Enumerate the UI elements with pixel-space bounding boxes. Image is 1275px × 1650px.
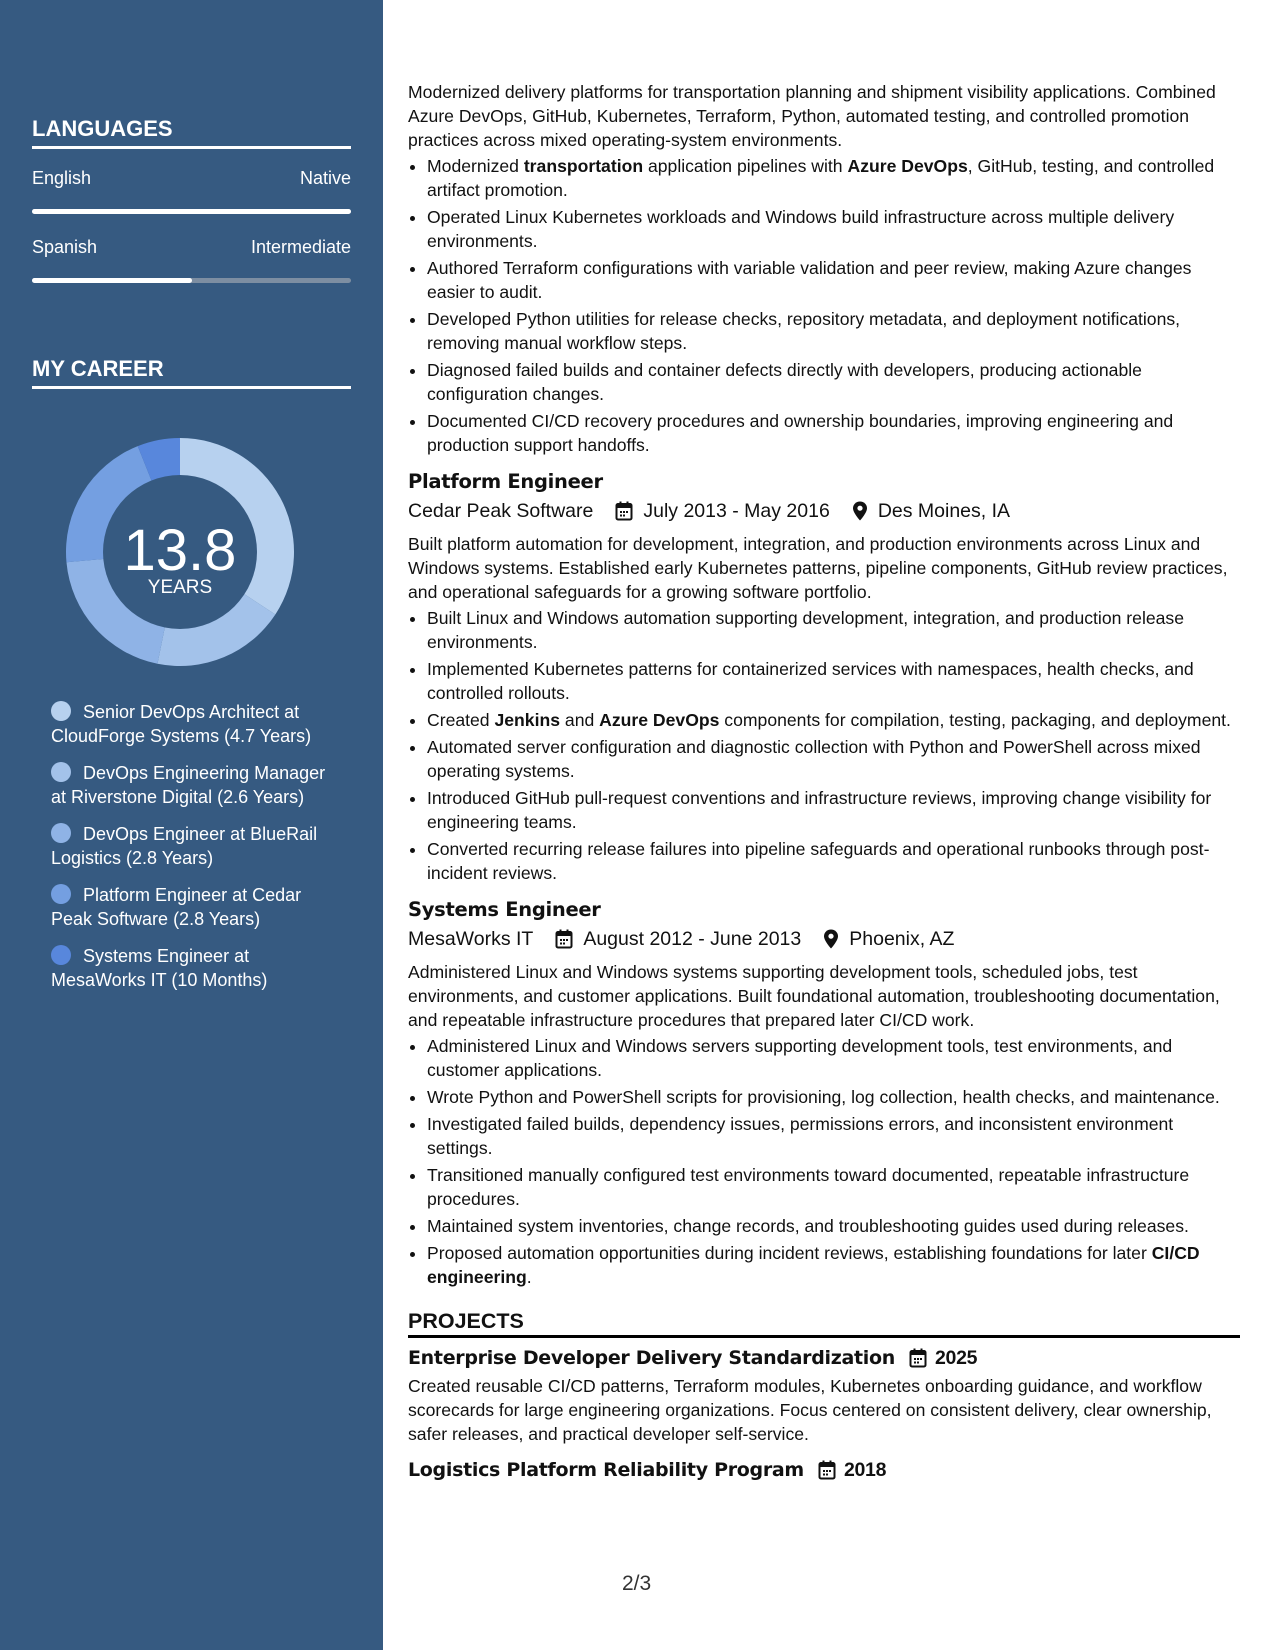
career-role-label: DevOps Engineering Manager at Riverstone Digital (2.6 Years) (51, 763, 326, 807)
project-title: Enterprise Developer Delivery Standardization (408, 1347, 896, 1369)
project-title-row (408, 1458, 1240, 1482)
job-bullet: • Introduced GitHub pull-request conventions and infrastructure reviews, improving change visibility for engineering teams. (427, 786, 1240, 834)
language-name: English (32, 168, 92, 188)
career-role-label: Senior DevOps Architect at CloudForge Systems (4.7 Years) (51, 702, 312, 746)
legend-dot (51, 701, 71, 721)
job-bullets (408, 1034, 1240, 1289)
calendar-icon (615, 501, 633, 521)
job-summary: Administered Linux and Windows systems supporting development tools, scheduled jobs, test environments, and customer applications. Built foundational automation, troubleshooting documentation, and repeatable infrastructure procedures that prepared later CI/CD work. (408, 962, 1220, 1030)
job-bullet: • Documented CI/CD recovery procedures and ownership boundaries, improving engineering and production support handoffs. (427, 409, 1240, 457)
job-meta (408, 499, 1240, 523)
job-bullets (408, 606, 1240, 885)
career-role-label: Systems Engineer at MesaWorks IT (10 Months) (51, 946, 268, 990)
job-title: Systems Engineer (408, 898, 601, 921)
project-description: Created reusable CI/CD patterns, Terraform modules, Kubernetes onboarding guidance, and workflow scorecards for large engineering organizations. Focus centered on consistent delivery, clear ownership, safer releases, and practical developer self-service. (408, 1376, 1212, 1444)
job-systems-engineer (408, 898, 1240, 1289)
location-pin-icon (852, 501, 868, 521)
language-bar-english (32, 209, 351, 214)
job-bullet: • Investigated failed builds, dependency issues, permissions errors, and inconsistent environment settings. (427, 1112, 1240, 1160)
job-bullet: • Transitioned manually configured test environments toward documented, repeatable infrastructure procedures. (427, 1163, 1240, 1211)
career-heading: MY CAREER (32, 356, 351, 389)
career-total-value: 13.8 (123, 518, 237, 583)
job-dates: July 2013 - May 2016 (643, 500, 830, 522)
job-bullet: • Proposed automation opportunities during incident reviews, establishing foundations for later CI/CD engineering. (427, 1241, 1240, 1289)
career-legend (51, 700, 341, 1005)
legend-dot (51, 884, 71, 904)
job-summary: Modernized delivery platforms for transportation planning and shipment visibility applications. Combined Azure DevOps, GitHub, Kubernetes, Terraform, Python, automated testing, and controlled promotion practices across mixed operating-system environments. (408, 82, 1216, 150)
languages-heading: LANGUAGES (32, 116, 351, 149)
language-bar-fill (32, 278, 192, 283)
job-title: Platform Engineer (408, 470, 603, 493)
projects-section (408, 1309, 1240, 1482)
job-bullet: • Implemented Kubernetes patterns for containerized services with namespaces, health checks, and controlled rollouts. (427, 657, 1240, 705)
career-total-unit: YEARS (147, 577, 213, 598)
job-bullet: • Created Jenkins and Azure DevOps components for compilation, testing, packaging, and deployment. (427, 708, 1240, 732)
company-name: Cedar Peak Software (408, 500, 594, 522)
calendar-icon (555, 929, 573, 949)
career-legend-item (51, 883, 341, 931)
career-role-label: Platform Engineer at Cedar Peak Software (2.8 Years) (51, 885, 302, 929)
project-title: Logistics Platform Reliability Program (408, 1459, 804, 1481)
job-bullet: • Modernized transportation application pipelines with Azure DevOps, GitHub, testing, and controlled artifact promotion. (427, 154, 1240, 202)
location-pin-icon (823, 929, 839, 949)
job-bullet: • Diagnosed failed builds and container defects directly with developers, producing actionable configuration changes. (427, 358, 1240, 406)
calendar-icon (818, 1460, 836, 1480)
job-location: Des Moines, IA (877, 500, 1011, 522)
language-spanish (32, 237, 351, 258)
job-platform-engineer (408, 470, 1240, 885)
job-bullet: • Operated Linux Kubernetes workloads and Windows build infrastructure across multiple delivery environments. (427, 205, 1240, 253)
career-legend-item (51, 944, 341, 992)
main-content (408, 80, 1240, 1486)
job-bullet: • Administered Linux and Windows servers supporting development tools, test environments, and customer applications. (427, 1034, 1240, 1082)
sidebar (0, 0, 383, 1650)
page-number: 2/3 (622, 1572, 652, 1595)
career-legend-item (51, 822, 341, 870)
intro-section (408, 80, 1240, 457)
project-year: 2018 (843, 1459, 887, 1481)
job-bullet: • Converted recurring release failures into pipeline safeguards and operational runbooks through post-incident reviews. (427, 837, 1240, 885)
job-bullet: • Authored Terraform configurations with variable validation and peer review, making Azure changes easier to audit. (427, 256, 1240, 304)
company-name: MesaWorks IT (408, 928, 534, 950)
job-bullet: • Automated server configuration and diagnostic collection with Python and PowerShell across mixed operating systems. (427, 735, 1240, 783)
career-legend-item (51, 700, 341, 748)
language-bar-spanish (32, 278, 351, 283)
career-role-label: DevOps Engineer at BlueRail Logistics (2.8 Years) (51, 824, 318, 868)
legend-dot (51, 762, 71, 782)
career-donut-chart (66, 438, 294, 666)
calendar-icon (909, 1348, 927, 1368)
language-level: Intermediate (250, 237, 351, 257)
job-location: Phoenix, AZ (849, 928, 955, 950)
job-bullet: • Wrote Python and PowerShell scripts for provisioning, log collection, health checks, and maintenance. (427, 1085, 1240, 1109)
job-bullet: • Developed Python utilities for release checks, repository metadata, and deployment notifications, removing manual workflow steps. (427, 307, 1240, 355)
language-bar-fill (32, 209, 351, 214)
legend-dot (51, 823, 71, 843)
career-legend-item (51, 761, 341, 809)
language-english (32, 168, 351, 189)
job-meta (408, 927, 1240, 951)
job-dates: August 2012 - June 2013 (583, 928, 802, 950)
job-bullets (408, 154, 1240, 457)
language-name: Spanish (32, 237, 98, 257)
job-bullet: • Built Linux and Windows automation supporting development, integration, and production release environments. (427, 606, 1240, 654)
project-title-row (408, 1346, 1240, 1370)
projects-heading: PROJECTS (408, 1309, 1240, 1338)
legend-dot (51, 945, 71, 965)
project-year: 2025 (935, 1347, 978, 1369)
job-bullet: • Maintained system inventories, change records, and troubleshooting guides used during releases. (427, 1214, 1240, 1238)
language-level: Native (299, 168, 351, 188)
job-summary: Built platform automation for development, integration, and production environments across Linux and Windows systems. Established early Kubernetes patterns, pipeline components, GitHub review practices, and operational safeguards for a growing software portfolio. (408, 534, 1228, 602)
